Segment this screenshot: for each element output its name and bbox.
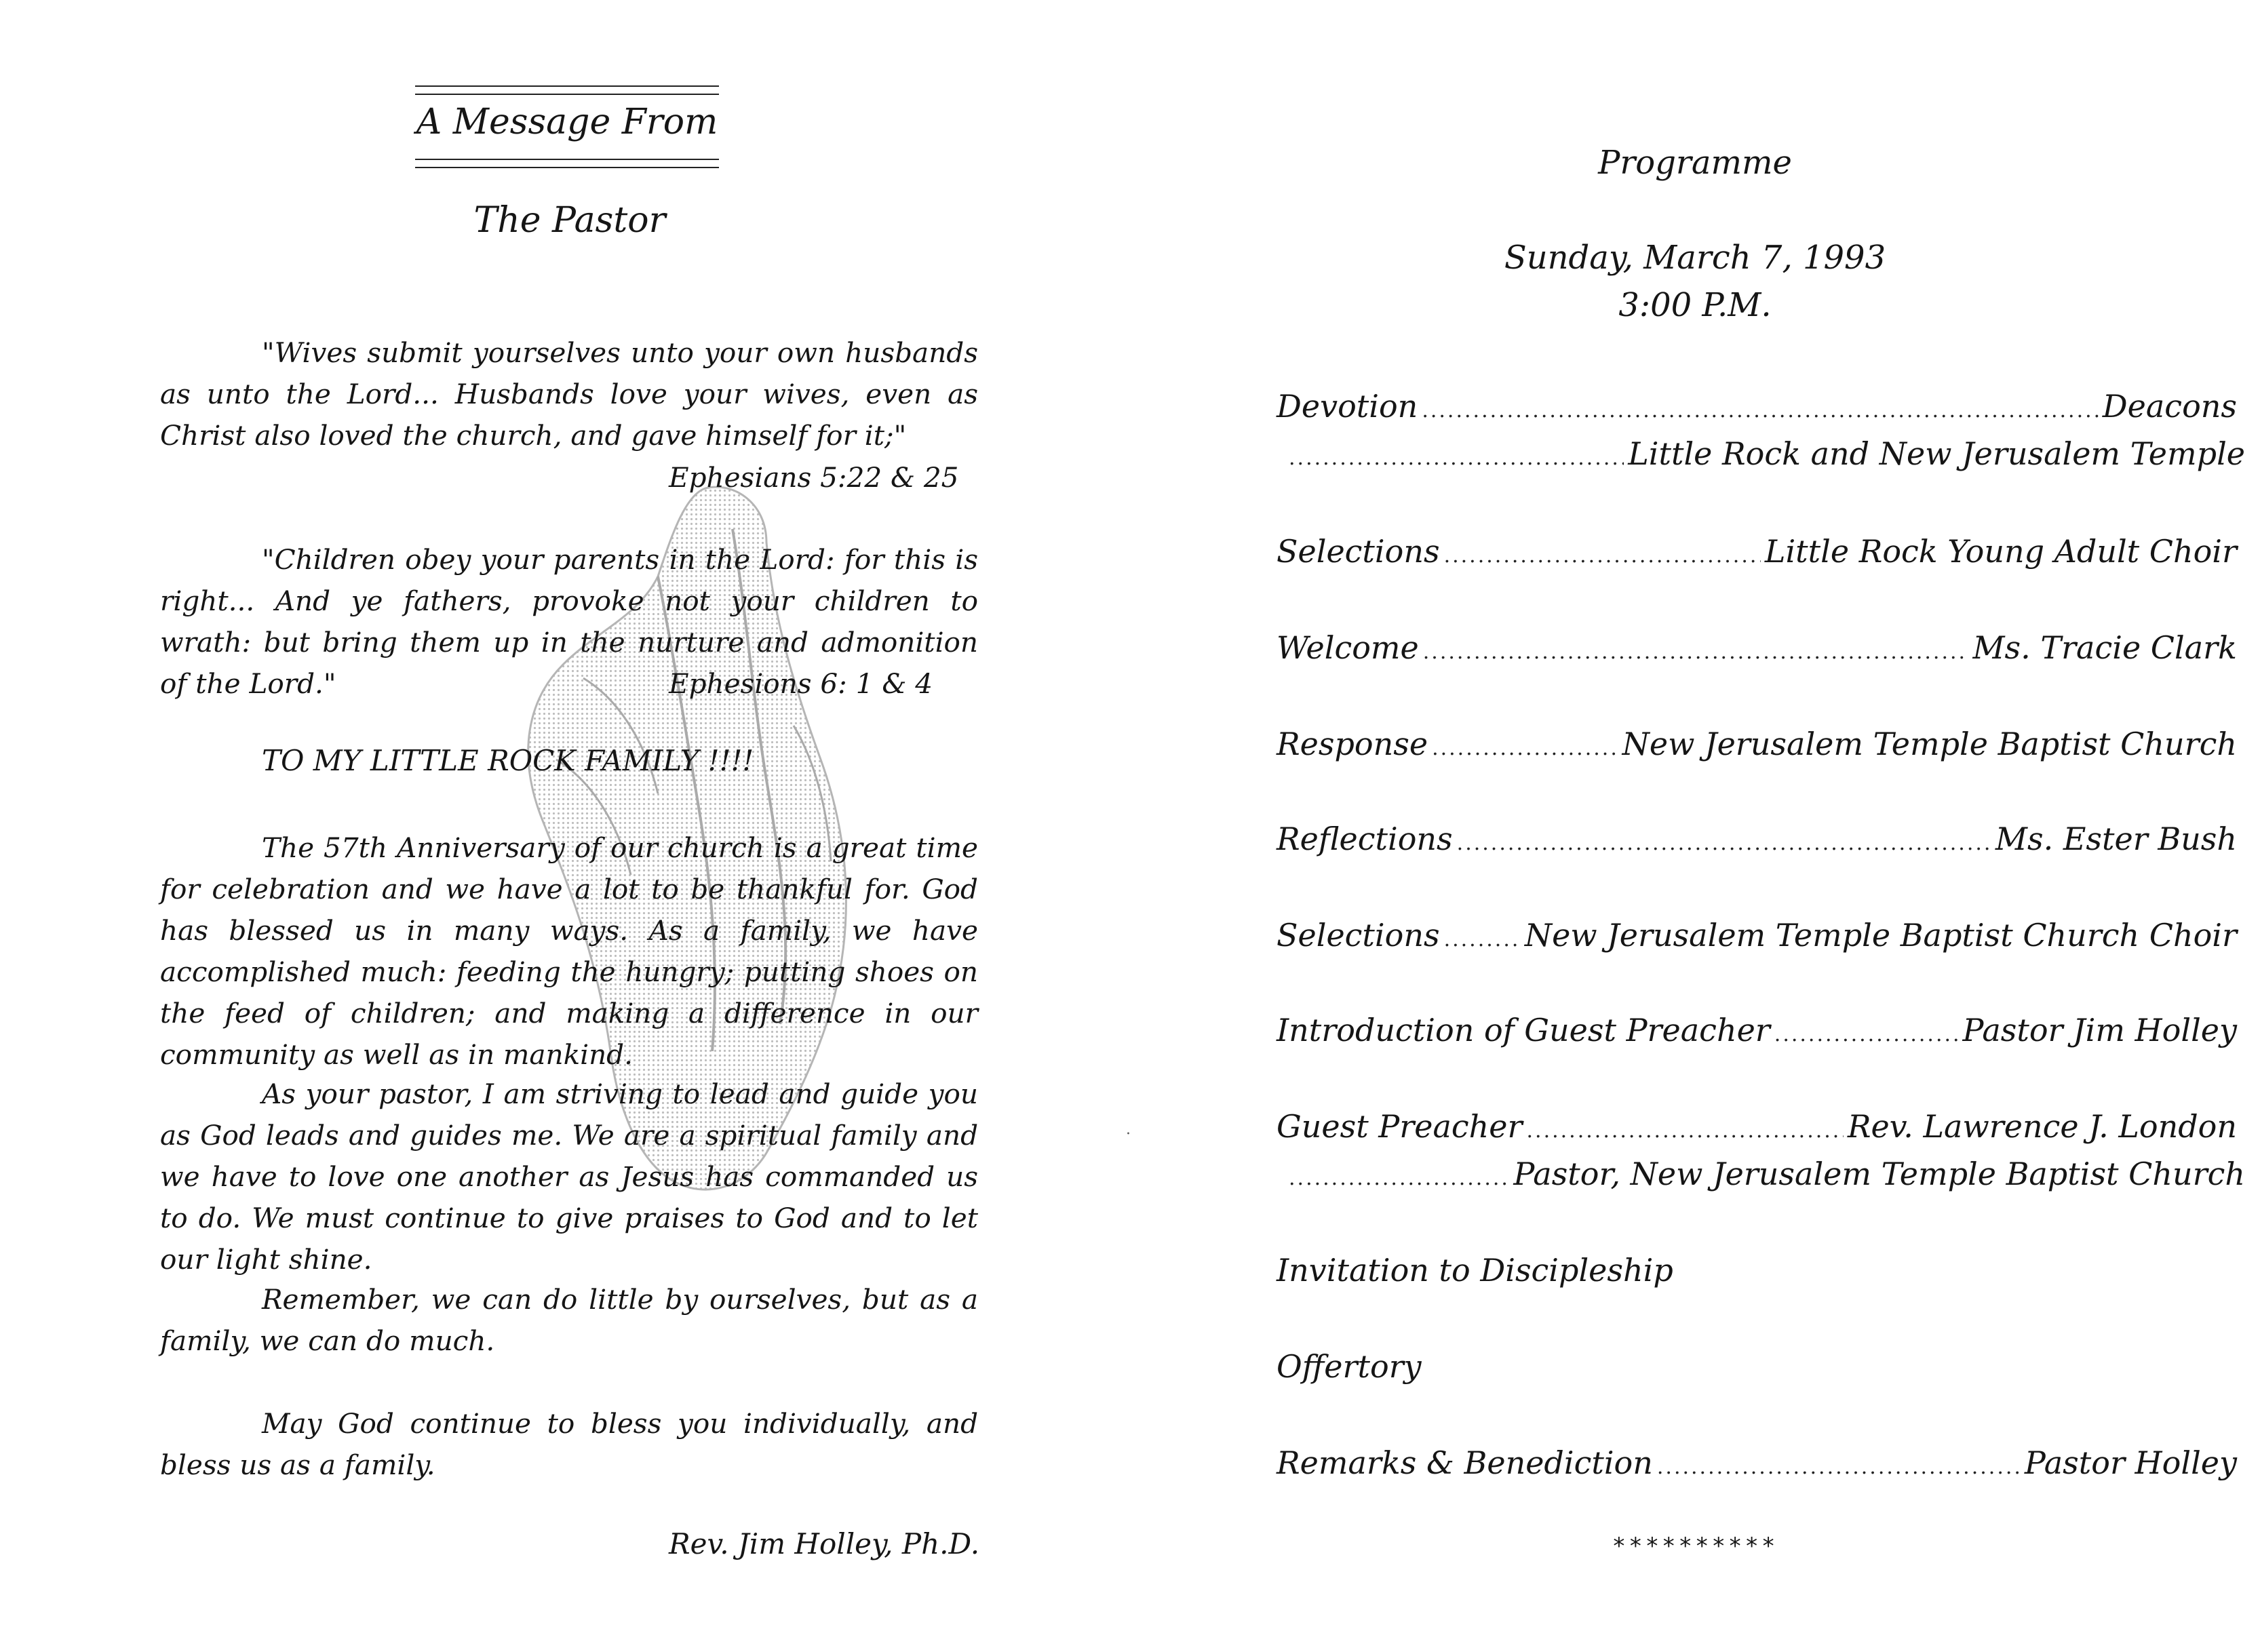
programme-item-selections-1 [1277,529,2237,574]
programme-item-value: New Jerusalem Temple Baptist Church [1622,726,2237,762]
programme-item-label: Introduction of Guest Preacher [1277,1012,1770,1048]
programme-item-label: Selections [1277,917,1440,953]
programme-item-label: Guest Preacher [1277,1108,1523,1145]
paragraph-anniversary: The 57th Anniversary of our church is a great time for celebration and we have a lot to be thankful for. God has blessed us in many ways. As a family, we have accomplished much: feeding the hungry; putting shoes on the feed of children; and making a difference in our community as well as in mankind. [160,831,978,1071]
programme-item-devotion [1277,384,2237,429]
programme-item-guest-preacher [1277,1104,2237,1149]
dot-leader [1432,726,1618,771]
dot-leader [1444,534,1761,578]
programme-item-label: Response [1277,726,1428,762]
programme-item-welcome [1277,625,2237,670]
programme-title: Programme [1598,144,1792,182]
programme-page [1130,0,2260,1652]
dot-leader [1289,1156,1509,1201]
dot-leader [1289,436,1624,481]
quote-reference-ephesians-5: Ephesians 5:22 & 25 [669,461,959,494]
programme-item-value: New Jerusalem Temple Baptist Church Choir [1524,917,2237,953]
dot-leader [1444,918,1521,962]
pastor-signature: Rev. Jim Holley, Ph.D. [669,1527,980,1560]
dot-leader [1422,389,2098,433]
programme-item-reflections [1277,817,2237,861]
quote-wives-husbands: "Wives submit yourselves unto your own husbands as unto the Lord... Husbands love your wives, even as Christ also loved the church, and gave himself for it;" [160,336,978,452]
programme-item-value: Pastor Jim Holley [1962,1012,2237,1048]
quote-children-parents: "Children obey your parents in the Lord: for this is right... And ye fathers, provoke not your children to wrath: but bring them up in the nurture and admonition of the Lord." [160,543,978,700]
programme-item-remarks [1277,1440,2237,1485]
heading-rule-bottom [415,159,719,160]
programme-item-label: Devotion [1277,388,1418,425]
programme-item-label: Remarks & Benediction [1277,1444,1653,1481]
programme-item-response [1277,722,2237,766]
programme-time: 3:00 P.M. [1618,286,1772,324]
programme-item-value: Rev. Lawrence J. London [1847,1108,2237,1145]
heading-rule-top-double [415,94,719,95]
message-heading: A Message From [416,102,718,142]
quote-reference-ephesians-6: Ephesions 6: 1 & 4 [669,667,933,700]
programme-item-label: Invitation to Discipleship [1277,1252,1673,1289]
programme-item-label: Reflections [1277,821,1453,857]
heading-rule-bottom-double [415,167,719,168]
message-subheading: The Pastor [473,200,666,241]
programme-item-label: Selections [1277,533,1440,570]
programme-item-introduction [1277,1008,2237,1053]
programme-item-offertory [1277,1344,2237,1389]
dot-leader [1657,1445,2021,1490]
family-greeting: TO MY LITTLE ROCK FAMILY !!!! [262,744,754,777]
programme-item-value: Little Rock and New Jerusalem Temple [1628,435,2245,472]
dot-leader [1527,1109,1844,1154]
programme-item-label: Welcome [1277,629,1419,666]
fold-mark: · [1126,1126,1131,1143]
programme-item-devotion-continued [1285,431,2245,476]
programme-item-value: Ms. Ester Bush [1995,821,2237,857]
paragraph-remember: Remember, we can do little by ourselves, but as a family, we can do much. [160,1283,978,1357]
programme-item-value: Ms. Tracie Clark [1972,629,2237,666]
paragraph-pastor: As your pastor, I am striving to lead and guide you as God leads and guides me. We are a spiritual family and we have to love one another as Jesus has commanded us to do. We must continue to give praises to God and to let our light shine. [160,1078,978,1276]
dot-leader [1423,630,1969,675]
programme-item-value: Pastor, New Jerusalem Temple Baptist Church [1513,1156,2245,1192]
programme-item-value: Little Rock Young Adult Choir [1764,533,2237,570]
programme-item-value: Pastor Holley [2024,1444,2237,1481]
programme-date: Sunday, March 7, 1993 [1504,239,1886,277]
closing-stars: ********** [1612,1533,1778,1560]
programme-item-invitation [1277,1248,2237,1293]
programme-item-label: Offertory [1277,1348,1422,1385]
heading-rule-top [415,85,719,87]
paragraph-blessing: May God continue to bless you individually, and bless us as a family. [160,1407,978,1481]
programme-item-selections-2 [1277,913,2237,958]
dot-leader [1774,1012,1959,1057]
programme-item-guest-preacher-continued [1285,1152,2245,1196]
dot-leader [1457,821,1991,866]
programme-item-value: Deacons [2102,388,2237,425]
